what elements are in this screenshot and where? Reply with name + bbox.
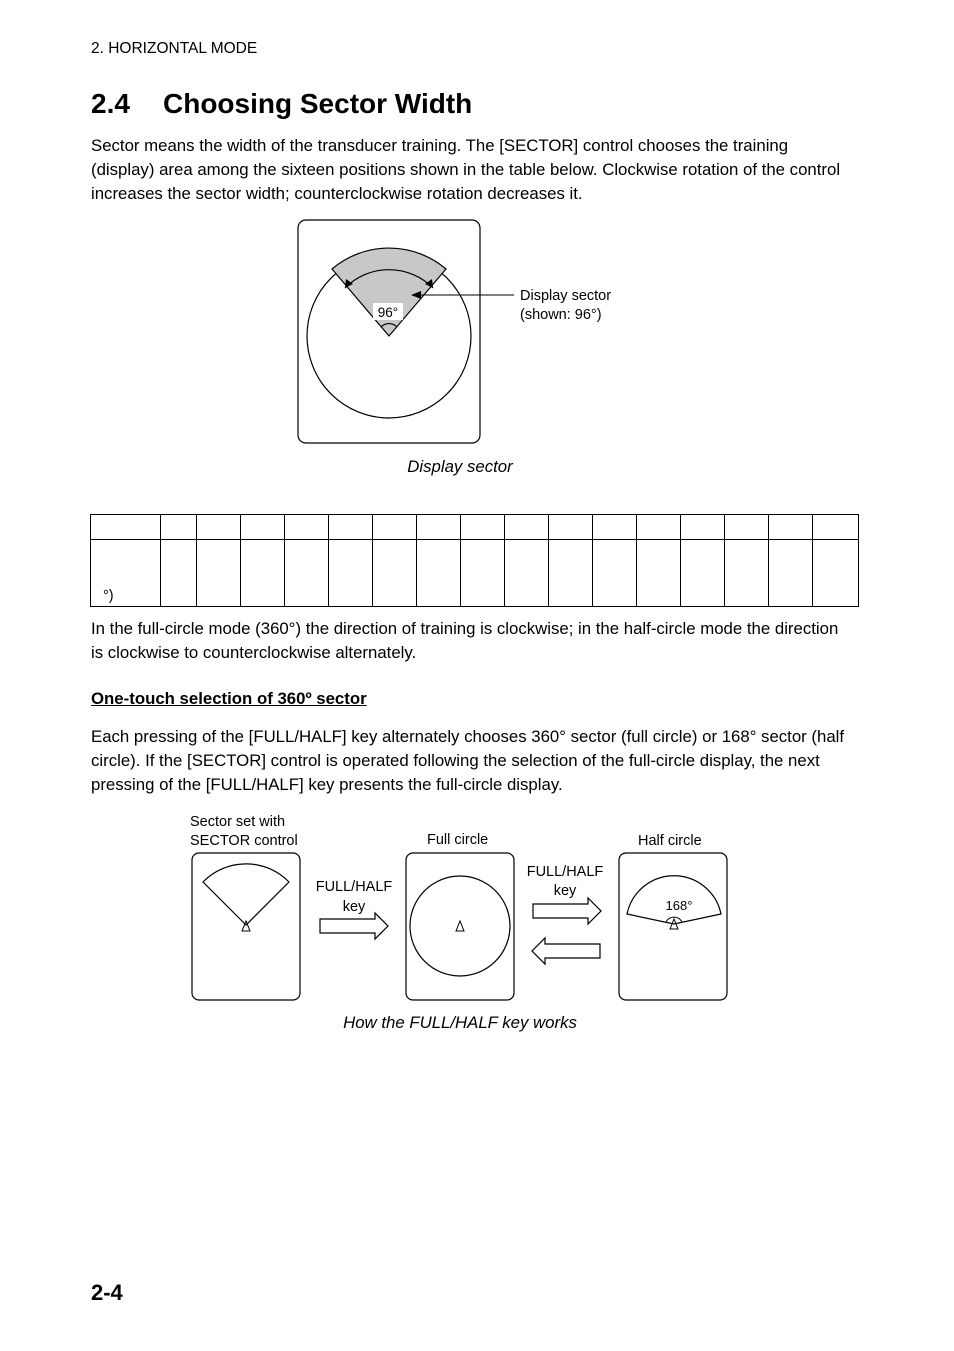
sector-display-frame	[192, 853, 300, 1000]
display-sector-figure	[0, 0, 954, 460]
sector-table	[90, 514, 859, 607]
label-half: Half circle	[638, 833, 702, 849]
table-cell	[285, 540, 329, 607]
table-cell	[91, 515, 161, 540]
table-row	[91, 540, 859, 607]
key1-line2: key	[342, 899, 366, 915]
full-circle-shape	[410, 876, 510, 976]
table-cell	[461, 540, 505, 607]
key1-line1: FULL/HALF	[315, 879, 393, 895]
table-cell	[637, 540, 681, 607]
table-cell	[373, 540, 417, 607]
fullhalf-paragraph: Each pressing of the [FULL/HALF] key alternately chooses 360° sector (full circle) or 168° sector (half circle). If the [SECTOR] control is operated following the selection of the full-circle display, the next pressing of the [FULL/HALF] key presents the full-circle display.	[91, 727, 845, 794]
table-cell	[329, 515, 373, 540]
label-full: Full circle	[427, 832, 489, 848]
table-cell	[505, 515, 549, 540]
table-cell	[549, 540, 593, 607]
table-cell	[505, 540, 549, 607]
right-arrow-icon	[320, 913, 388, 939]
full-display-frame	[406, 853, 514, 1000]
left-arrow-icon	[532, 938, 600, 964]
table-cell	[241, 515, 285, 540]
table-row	[91, 515, 859, 540]
table-cell	[461, 515, 505, 540]
table-cell	[161, 515, 197, 540]
right-arrow-icon	[533, 898, 601, 924]
table-cell	[197, 540, 241, 607]
intro-paragraph: Sector means the width of the transducer training. The [SECTOR] control chooses the training (display) area among the sixteen positions shown in the table below. Clockwise rotation of the control increases the sector width; counterclockwise rotation decreases it.	[91, 136, 841, 203]
table-cell	[813, 515, 859, 540]
table-cell	[681, 515, 725, 540]
table-cell	[725, 515, 769, 540]
table-cell	[637, 515, 681, 540]
running-head: 2. HORIZONTAL MODE	[91, 40, 258, 57]
label-sector-line1: Sector set with	[190, 814, 286, 830]
sector-shade	[332, 248, 446, 336]
full-half-figure	[0, 800, 954, 1010]
table-cell	[417, 515, 461, 540]
table-cell	[813, 540, 859, 607]
table-cell	[161, 540, 197, 607]
section-number: 2.4	[91, 88, 130, 119]
half-angle-label: 168°	[665, 898, 693, 913]
table-cell	[593, 540, 637, 607]
figure1-caption: Display sector	[407, 457, 513, 476]
table-cell	[241, 540, 285, 607]
subheading: One-touch selection of 360º sector	[91, 689, 367, 708]
label-sector-line2: SECTOR control	[190, 833, 298, 849]
table-cell	[285, 515, 329, 540]
table-cell	[769, 540, 813, 607]
page-number: 2-4	[91, 1280, 123, 1305]
angle-label: 96°	[377, 305, 399, 320]
direction-paragraph: In the full-circle mode (360°) the direction of training is clockwise; in the half-circle mode the direction is clockwise to counterclockwise alternately.	[91, 619, 839, 662]
table-cell: °)	[91, 540, 161, 607]
table-cell	[769, 515, 813, 540]
table-cell	[197, 515, 241, 540]
half-display-frame	[619, 853, 727, 1000]
table-cell	[725, 540, 769, 607]
table-cell	[549, 515, 593, 540]
callout-line2: (shown: 96°)	[520, 307, 602, 323]
ship-mark-icon	[456, 921, 464, 931]
table-cell	[329, 540, 373, 607]
table-cell	[593, 515, 637, 540]
key2-line1: FULL/HALF	[526, 864, 604, 880]
callout-line1: Display sector	[520, 288, 612, 304]
table-cell	[373, 515, 417, 540]
section-title-text: Choosing Sector Width	[163, 88, 473, 119]
sector-shape	[203, 864, 289, 925]
table-cell	[417, 540, 461, 607]
figure2-caption: How the FULL/HALF key works	[343, 1013, 577, 1032]
key2-line2: key	[553, 883, 577, 899]
table-cell	[681, 540, 725, 607]
